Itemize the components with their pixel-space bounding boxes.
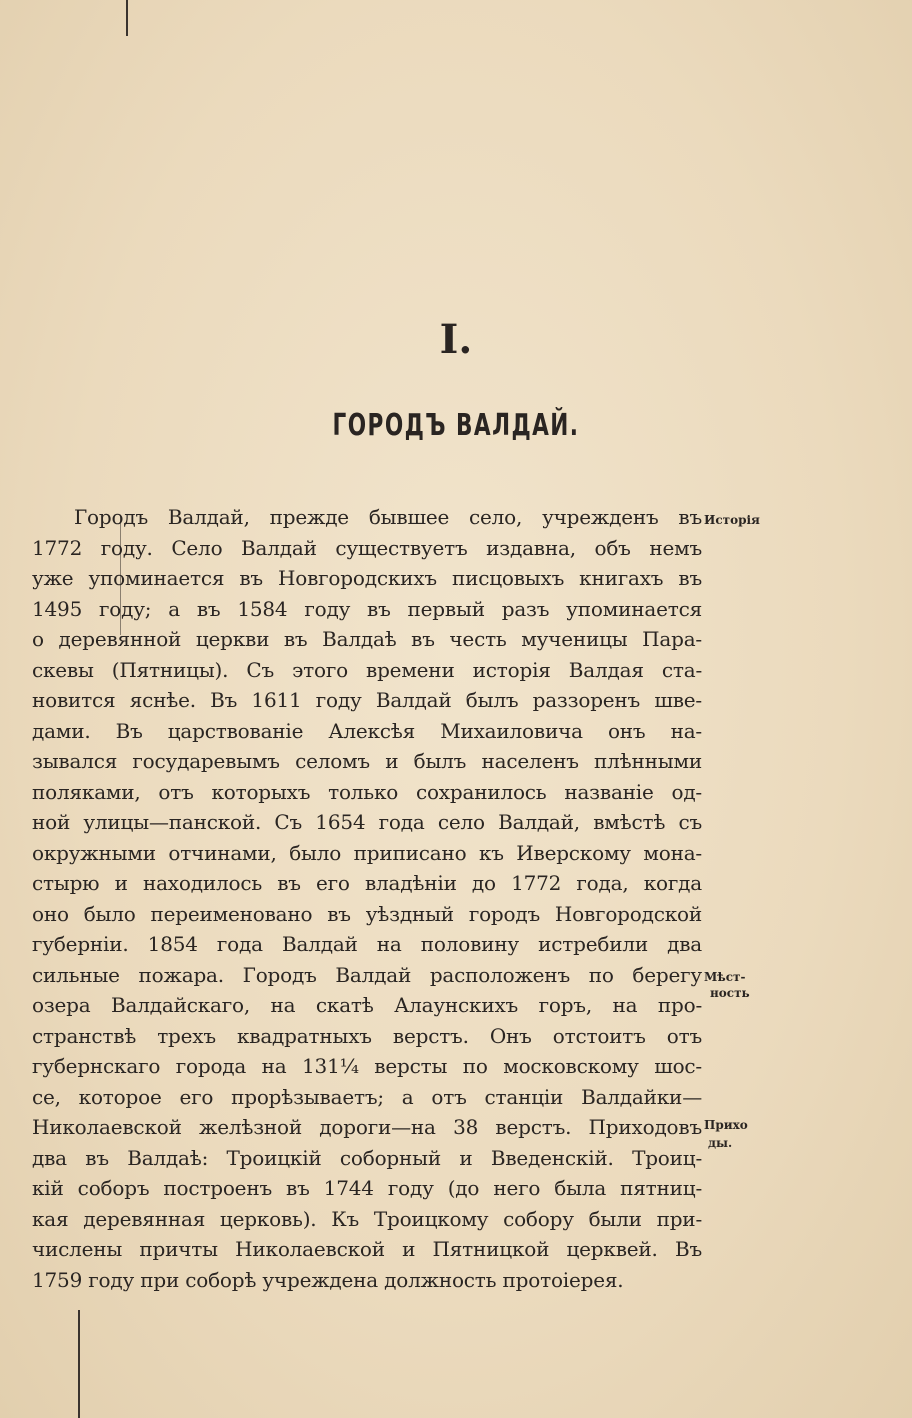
binding-edge-top bbox=[126, 0, 128, 36]
text-line: губерніи. 1854 года Валдай на половину истребили два bbox=[32, 932, 702, 956]
text-line: дами. Въ царствованіе Алексѣя Михаиловича онъ на- bbox=[32, 718, 702, 743]
text-line: скевы (Пятницы). Съ этого времени исторія Валдая ста- bbox=[32, 657, 702, 682]
text-line: окружными отчинами, было приписано къ Иверскому мона- bbox=[32, 840, 702, 865]
text-line: два въ Валдаѣ: Троицкій соборный и Введенскій. Троиц- bbox=[32, 1145, 702, 1170]
text-line: зывался государевымъ селомъ и былъ населенъ плѣнными bbox=[32, 749, 702, 773]
body-text bbox=[32, 502, 702, 1295]
text-line: Городъ Валдай, прежде бывшее село, учрежденъ въ bbox=[74, 505, 702, 529]
text-line: озера Валдайскаго, на скатѣ Алаунскихъ горъ, на про- bbox=[32, 993, 702, 1017]
chapter-number: I. bbox=[439, 316, 473, 363]
text-line: 1495 году; а въ 1584 году въ первый разъ упоминается bbox=[32, 596, 702, 621]
text-line: се, которое его прорѣзываетъ; а отъ станціи Валдайки— bbox=[32, 1084, 702, 1109]
text-line: уже упоминается въ Новгородскихъ писцовыхъ книгахъ въ bbox=[32, 566, 702, 590]
text-line: поляками, отъ которыхъ только сохранилось названіе од- bbox=[32, 779, 702, 804]
text-line: губернскаго города на 131¼ версты по московскому шос- bbox=[32, 1054, 702, 1078]
binding-edge-bottom bbox=[78, 1310, 80, 1418]
text-line: Николаевской желѣзной дороги—на 38 верстъ. Приходовъ bbox=[32, 1115, 702, 1139]
text-line: о деревянной церкви въ Валдаѣ въ честь мученицы Пара- bbox=[32, 627, 702, 651]
text-line: 1772 году. Село Валдай существуетъ издавна, объ немъ bbox=[32, 535, 702, 560]
margin-note-parishes-1: Прихо bbox=[704, 1118, 748, 1132]
text-line: кая деревянная церковь). Къ Троицкому собору были при- bbox=[32, 1206, 702, 1231]
text-line: 1759 году при соборѣ учреждена должность протоіерея. bbox=[32, 1267, 624, 1292]
text-line: стырю и находилось въ его владѣніи до 1772 года, когда bbox=[32, 871, 702, 895]
margin-note-location-2: ность bbox=[710, 986, 750, 1000]
text-line: числены причты Николаевской и Пятницкой церквей. Въ bbox=[32, 1237, 702, 1261]
margin-note-parishes-2: ды. bbox=[708, 1136, 733, 1150]
text-line: новится яснѣе. Въ 1611 году Валдай былъ раззоренъ шве- bbox=[32, 688, 702, 712]
margin-note-location-1: Мѣст- bbox=[704, 970, 746, 984]
text-line: странствѣ трехъ квадратныхъ верстъ. Онъ отстоитъ отъ bbox=[32, 1023, 702, 1048]
text-line: оно было переименовано въ уѣздный городъ Новгородской bbox=[32, 901, 702, 926]
chapter-title: ГОРОДЪ ВАЛДАЙ. bbox=[332, 408, 580, 443]
text-line: ной улицы—панской. Съ 1654 года село Валдай, вмѣстѣ съ bbox=[32, 810, 702, 834]
text-line: кій соборъ построенъ въ 1744 году (до него была пятниц- bbox=[32, 1176, 702, 1200]
margin-note-history: Исторія bbox=[704, 513, 760, 527]
text-line: сильные пожара. Городъ Валдай расположенъ по берегу bbox=[32, 962, 702, 987]
